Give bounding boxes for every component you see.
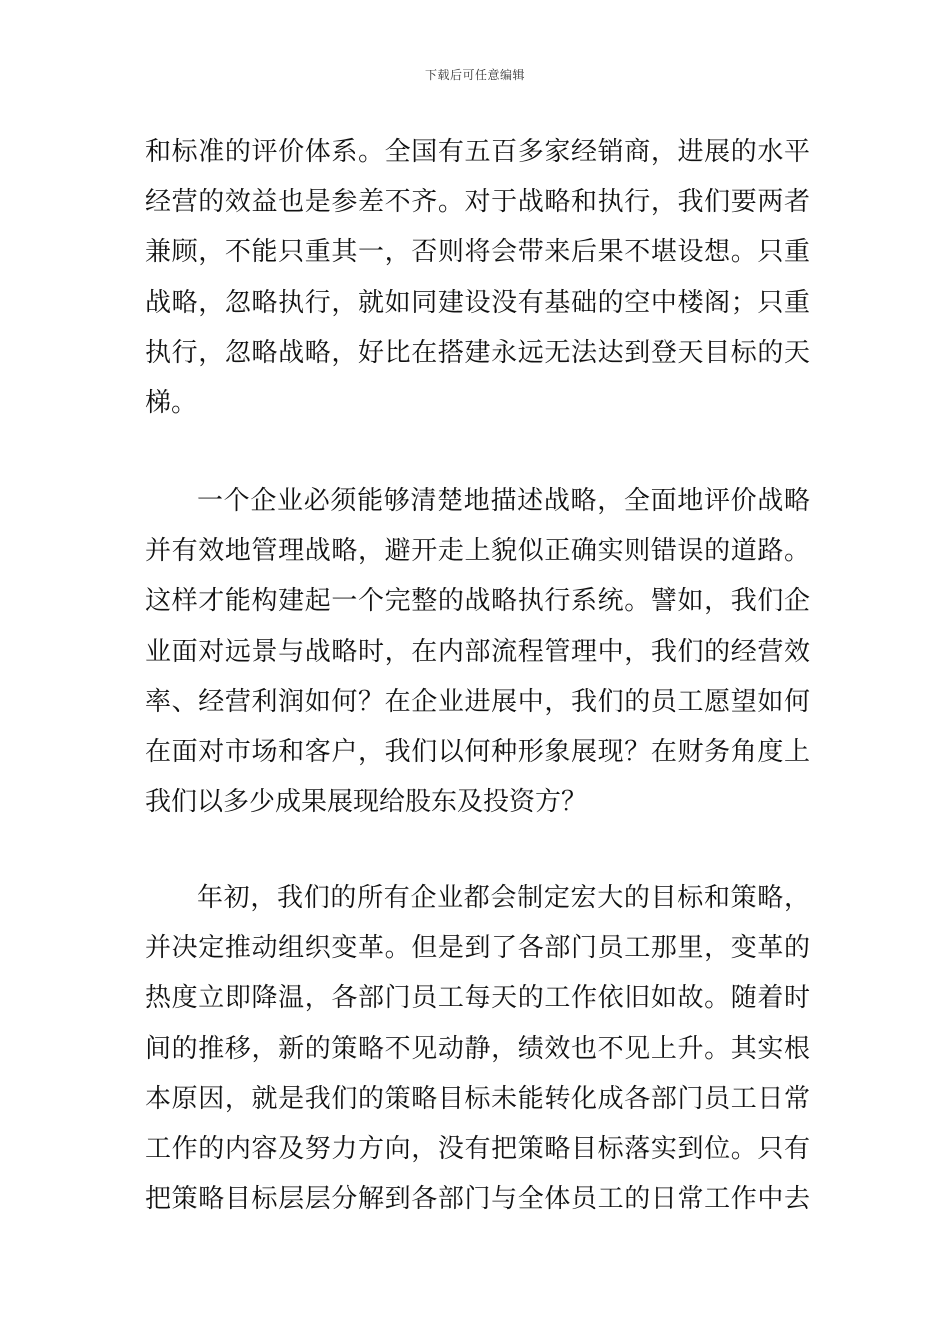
paragraph-2 [145, 476, 810, 827]
text-line: 业面对远景与战略时，在内部流程管理中，我们的经营效 [145, 636, 810, 667]
text-line: 率、经营利润如何？在企业进展中，我们的员工愿望如何 [145, 686, 810, 717]
text-line: 把策略目标层层分解到各部门与全体员工的日常工作中去 [145, 1184, 810, 1215]
text-line: 热度立即降温，各部门员工每天的工作依旧如故。随着时 [145, 983, 810, 1014]
text-line: 经营的效益也是参差不齐。对于战略和执行，我们要两者 [145, 187, 810, 218]
text-line: 间的推移，新的策略不见动静，绩效也不见上升。其实根 [145, 1033, 810, 1064]
text-line: 和标准的评价体系。全国有五百多家经销商，进展的水平 [145, 137, 810, 167]
text-line: 一个企业必须能够清楚地描述战略，全面地评价战略 [197, 486, 810, 516]
text-line: 战略，忽略执行，就如同建设没有基础的空中楼阁；只重 [145, 287, 810, 318]
text-line: 工作的内容及努力方向，没有把策略目标落实到位。只有 [145, 1133, 810, 1164]
paragraph-1 [145, 127, 810, 428]
text-line: 这样才能构建起一个完整的战略执行系统。譬如，我们企 [145, 586, 810, 617]
text-line: 并有效地管理战略，避开走上貌似正确实则错误的道路。 [145, 536, 810, 567]
text-line: 本原因，就是我们的策略目标未能转化成各部门员工日常 [145, 1083, 810, 1114]
text-line: 执行，忽略战略，好比在搭建永远无法达到登天目标的天 [145, 337, 810, 368]
text-line: 并决定推动组织变革。但是到了各部门员工那里，变革的 [145, 933, 810, 964]
paragraph-3 [145, 873, 810, 1224]
text-line: 我们以多少成果展现给股东及投资方？ [145, 787, 588, 818]
text-line: 兼顾，不能只重其一，否则将会带来后果不堪设想。只重 [145, 237, 810, 268]
page-header: 下载后可任意编辑 [424, 68, 525, 82]
text-line: 梯。 [145, 387, 198, 418]
text-line: 年初，我们的所有企业都会制定宏大的目标和策略， [197, 883, 810, 913]
text-line: 在面对市场和客户，我们以何种形象展现？在财务角度上 [145, 736, 810, 767]
